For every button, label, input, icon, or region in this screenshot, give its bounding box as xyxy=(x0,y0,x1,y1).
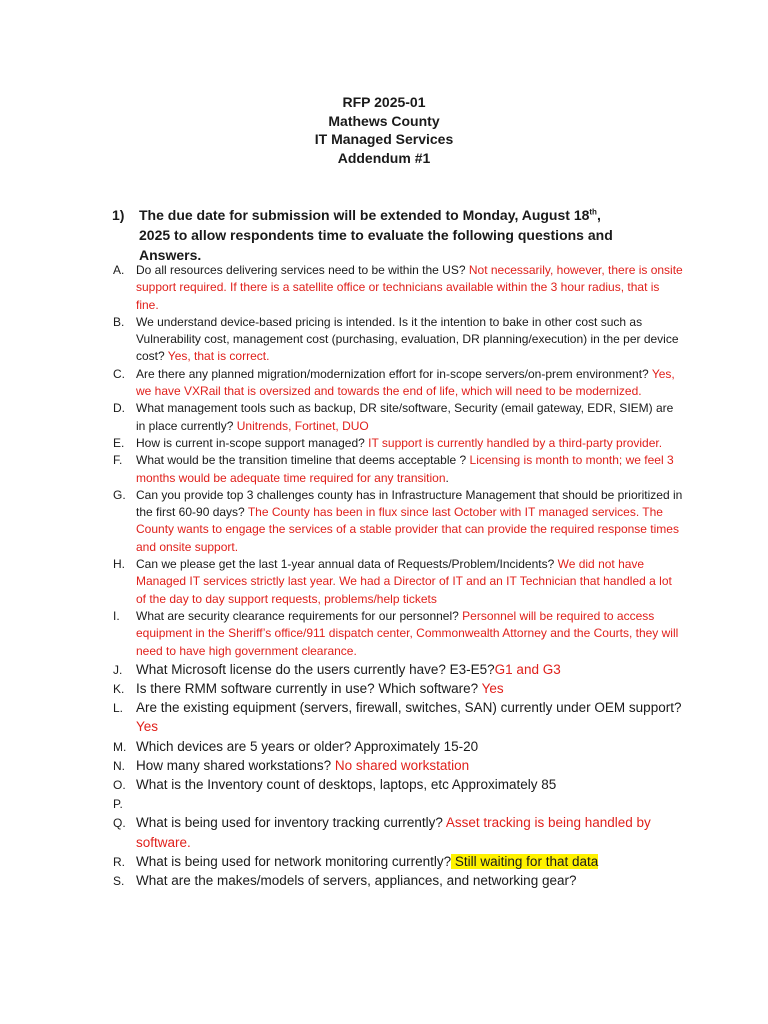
question-item-b xyxy=(113,314,683,366)
question-item-f xyxy=(113,452,683,487)
document-title xyxy=(0,93,768,167)
answer-text: Yes xyxy=(136,719,159,735)
question-item-e xyxy=(113,435,683,452)
question-text: Is there RMM software currently in use? Which software? xyxy=(136,681,479,697)
answer-text: Unitrends, Fortinet, DUO xyxy=(233,418,369,433)
answer-text: Licensing is month to month; we feel 3 months would be adequate time required for any transition xyxy=(136,453,674,485)
answer-suffix: . xyxy=(445,470,449,485)
question-letter: B. xyxy=(113,314,125,329)
question-letter: H. xyxy=(113,557,125,572)
answer-text: Yes xyxy=(478,681,504,697)
question-text: Are there any planned migration/modernization effort for in-scope servers/on-prem environment? xyxy=(136,366,649,381)
question-item-h xyxy=(113,556,683,608)
question-text: What are the makes/models of servers, appliances, and networking gear? xyxy=(136,873,577,889)
question-item-i xyxy=(113,608,683,660)
question-item-r xyxy=(113,852,683,871)
question-item-d xyxy=(113,400,683,435)
question-text: What is being used for inventory tracking currently? xyxy=(136,815,443,831)
answer-text: Yes, that is correct. xyxy=(164,349,270,364)
question-letter: O. xyxy=(113,778,126,793)
question-item-m xyxy=(113,737,683,756)
question-letter: S. xyxy=(113,874,125,889)
title-county: Mathews County xyxy=(328,112,440,129)
item-text-main: The due date for submission will be extended to Monday, August 18 xyxy=(139,207,590,223)
question-letter: Q. xyxy=(113,816,126,831)
question-letter: F. xyxy=(113,453,123,468)
answer-text: Not necessarily, however, there is onsite support required. If there is a satellite office or technicians available within the 3 hour radius, that is fine. xyxy=(136,263,683,312)
item-text-superscript: th xyxy=(589,207,597,217)
item-number: 1) xyxy=(112,207,125,223)
item-text xyxy=(139,205,634,265)
question-item-l xyxy=(113,698,683,736)
answer-text: No shared workstation xyxy=(331,757,470,773)
question-letter: I. xyxy=(113,608,120,623)
question-text: Are the existing equipment (servers, firewall, switches, SAN) currently under OEM support? xyxy=(136,700,682,716)
question-letter: M. xyxy=(113,739,127,754)
question-item-a xyxy=(113,262,683,314)
question-text: What management tools such as backup, DR site/software, Security (email gateway, EDR, SIEM) are in place currently? xyxy=(136,401,674,433)
question-text xyxy=(136,796,140,811)
question-letter: K. xyxy=(113,682,125,697)
question-letter: G. xyxy=(113,487,126,502)
title-service: IT Managed Services xyxy=(314,131,454,147)
title-rfp-number: RFP 2025-01 xyxy=(342,94,426,110)
answer-text: G1 and G3 xyxy=(494,661,561,677)
question-text: Do all resources delivering services need to be within the US? xyxy=(136,263,466,277)
question-letter: A. xyxy=(113,263,125,277)
question-letter: D. xyxy=(113,401,125,416)
question-text: What is being used for network monitoring currently? xyxy=(136,853,452,869)
question-text: How many shared workstations? xyxy=(136,757,332,773)
question-item-o xyxy=(113,775,683,794)
question-text: How is current in-scope support managed? xyxy=(136,435,365,450)
question-item-j xyxy=(113,660,683,679)
question-letter: N. xyxy=(113,758,125,773)
question-letter: J. xyxy=(113,662,123,677)
question-text: What would be the transition timeline that deems acceptable ? xyxy=(136,453,467,468)
answer-text: IT support is currently handled by a third-party provider. xyxy=(364,435,663,450)
title-addendum: Addendum #1 xyxy=(337,149,431,166)
question-item-q xyxy=(113,813,683,851)
question-item-n xyxy=(113,756,683,775)
answer-text: Yes, we have VXRail that is oversized and towards the end of life, which will need to be modernized. xyxy=(136,366,675,399)
question-letter: E. xyxy=(113,435,125,450)
answer-text: Asset tracking is being handled by software. xyxy=(136,815,651,850)
highlighted-answer: Still waiting for that data xyxy=(451,853,599,869)
question-item-s xyxy=(113,871,683,890)
question-item-c xyxy=(113,366,683,401)
question-item-p xyxy=(113,794,683,813)
question-letter: L. xyxy=(113,701,124,716)
answer-text: We did not have Managed IT services strictly last year. We had a Director of IT and an IT Technician that handled a lot of the day to day support requests, problems/help tickets xyxy=(136,557,672,606)
answer-text: The County has been in flux since last October with IT managed services. The County wants to engage the services of a stable provider that can provide the required response times and onsite support. xyxy=(136,505,679,554)
question-text: Which devices are 5 years or older? Approximately 15-20 xyxy=(136,738,479,754)
item-text-end: , 2025 to allow respondents time to evaluate the following questions and Answers. xyxy=(139,207,613,263)
question-text: What are security clearance requirements for our personnel? xyxy=(136,608,459,623)
question-item-g xyxy=(113,487,683,556)
question-text: Can we please get the last 1-year annual data of Requests/Problem/Incidents? xyxy=(136,557,555,572)
question-letter: P. xyxy=(113,797,123,812)
question-letter: C. xyxy=(113,366,125,381)
question-item-k xyxy=(113,679,683,698)
question-text: We understand device-based pricing is intended. Is it the intention to bake in other cost such as Vulnerability cost, management cost (purchasing, evaluation, DR planning/execution) in the per device cost? xyxy=(136,314,679,364)
question-text: Can you provide top 3 challenges county has in Infrastructure Management that should be prioritized in the first 60-90 days? xyxy=(136,487,683,520)
question-list xyxy=(113,262,683,890)
question-letter: R. xyxy=(113,854,125,869)
question-text: What Microsoft license do the users currently have? E3-E5? xyxy=(136,661,495,677)
answer-text: Personnel will be required to access equipment in the Sheriff’s office/911 dispatch center, Commonwealth Attorney and the Courts, they will need to have high government clearance. xyxy=(136,608,679,658)
question-text: What is the Inventory count of desktops, laptops, etc Approximately 85 xyxy=(136,777,557,793)
